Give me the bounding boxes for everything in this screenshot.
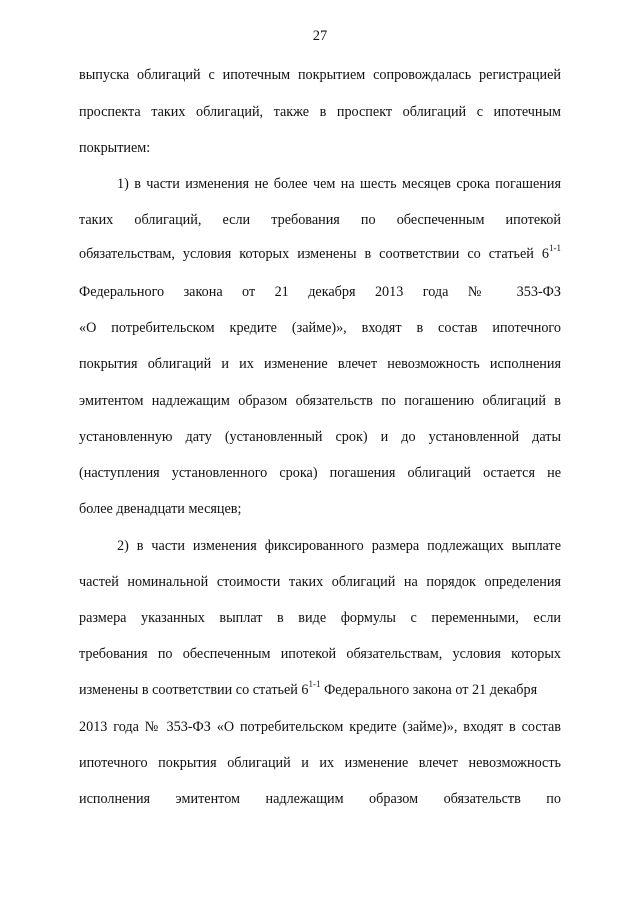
text-line bbox=[79, 681, 561, 699]
text-line: таких облигаций, если требования по обеспеченным ипотекой bbox=[79, 212, 561, 228]
text-line: Федерального закона от 21 декабря 2013 года № 353-ФЗ bbox=[79, 284, 561, 300]
page-number: 27 bbox=[312, 28, 328, 44]
text-line: требования по обеспеченным ипотекой обязательствам, условия которых bbox=[79, 646, 561, 662]
text-line: размера указанных выплат в виде формулы с переменными, если bbox=[79, 610, 561, 626]
text-line: (наступления установленного срока) погашения облигаций остается не bbox=[79, 465, 561, 481]
text-fragment: обязательствам, условия которых изменены в соответствии со статьей 6 bbox=[79, 246, 549, 262]
paragraph-1-start: 1) в части изменения не более чем на шесть месяцев срока погашения bbox=[117, 176, 561, 192]
text-line: покрытием: bbox=[79, 140, 151, 156]
text-line: эмитентом надлежащим образом обязательств по погашению облигаций в bbox=[79, 393, 561, 409]
text-line: покрытия облигаций и их изменение влечет невозможность исполнения bbox=[79, 356, 561, 372]
paragraph-2-start: 2) в части изменения фиксированного размера подлежащих выплате bbox=[117, 538, 561, 554]
text-line: ипотечного покрытия облигаций и их изменение влечет невозможность bbox=[79, 755, 561, 771]
text-line: 2013 года № 353-ФЗ «О потребительском кредите (займе)», входят в состав bbox=[79, 719, 561, 735]
superscript: 1-1 bbox=[549, 243, 561, 254]
superscript: 1-1 bbox=[308, 679, 321, 690]
text-line: проспекта таких облигаций, также в проспект облигаций с ипотечным bbox=[79, 104, 561, 120]
text-line: частей номинальной стоимости таких облигаций на порядок определения bbox=[79, 574, 561, 590]
text-line: исполнения эмитентом надлежащим образом обязательств по bbox=[79, 791, 561, 807]
text-line: установленную дату (установленный срок) и до установленной даты bbox=[79, 429, 561, 445]
text-line: «О потребительском кредите (займе)», входят в состав ипотечного bbox=[79, 320, 561, 336]
text-fragment: Федерального закона от 21 декабря bbox=[320, 682, 538, 698]
text-fragment: изменены в соответствии со статьей 6 bbox=[79, 682, 309, 698]
text-line: выпуска облигаций с ипотечным покрытием сопровождалась регистрацией bbox=[79, 67, 561, 83]
text-line bbox=[79, 245, 561, 263]
text-line: более двенадцати месяцев; bbox=[79, 501, 242, 517]
